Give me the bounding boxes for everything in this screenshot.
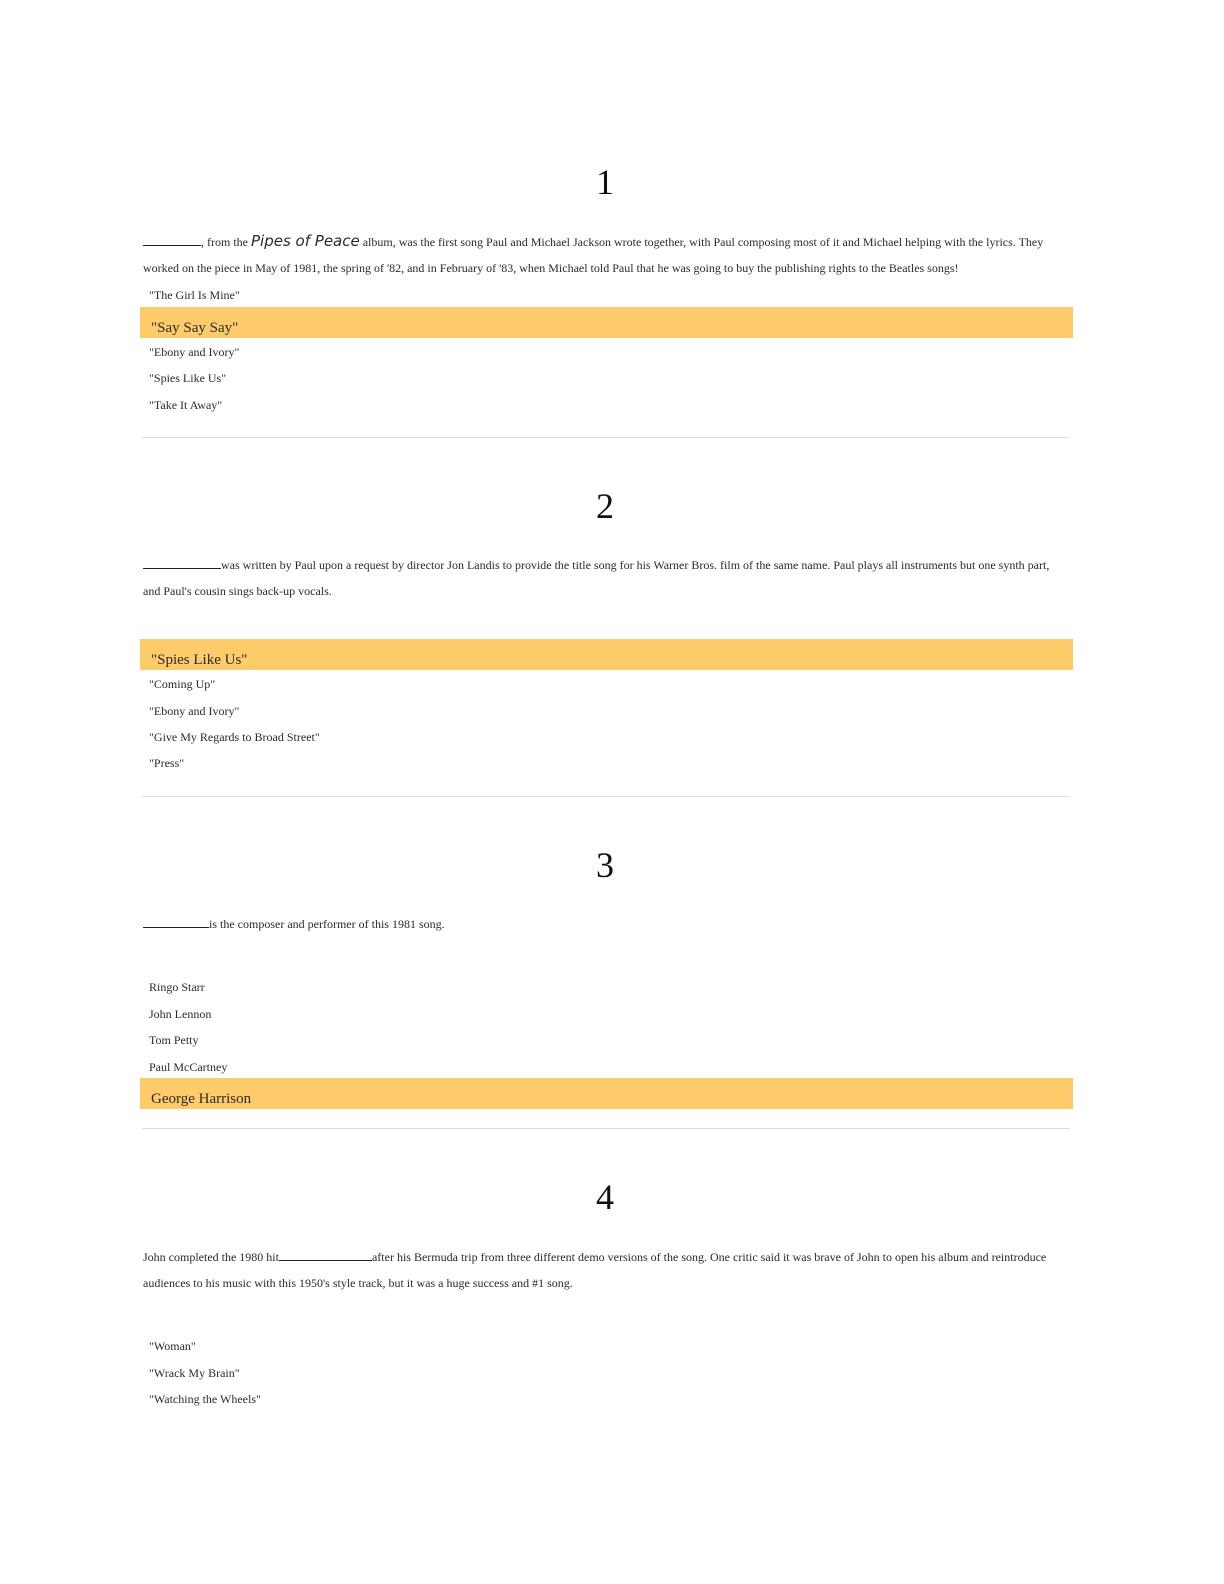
- answer-option[interactable]: "Wrack My Brain": [149, 1366, 240, 1380]
- divider: [142, 796, 1070, 797]
- question-number: 2: [596, 486, 614, 526]
- divider: [142, 1128, 1070, 1129]
- answer-option[interactable]: Tom Petty: [149, 1033, 199, 1047]
- answer-option[interactable]: "Ebony and Ivory": [149, 704, 240, 718]
- answer-option-correct[interactable]: "Spies Like Us": [140, 639, 1073, 670]
- answer-option[interactable]: "Watching the Wheels": [149, 1392, 261, 1406]
- question-text: John completed the 1980 hit after his Bermuda trip from three different demo versions of the song. One critic said it was brave of John to open his album and reintroduce audiences to his music with this 1950's style track, but it was a huge success and #1 song.: [143, 1250, 1047, 1290]
- answer-blank: [143, 915, 209, 928]
- answer-option-correct[interactable]: George Harrison: [140, 1078, 1073, 1109]
- question-number: 3: [596, 845, 614, 885]
- answer-option[interactable]: "Take It Away": [149, 398, 223, 412]
- answer-option[interactable]: "Give My Regards to Broad Street": [149, 730, 320, 744]
- answer-option-correct[interactable]: "Say Say Say": [140, 307, 1073, 338]
- question-text: was written by Paul upon a request by director Jon Landis to provide the title song for his Warner Bros. film of the same name. Paul plays all instruments but one synth part, and Paul's cousin sings back-up vocals.: [143, 558, 1050, 598]
- question-text: , from the Pipes of Peace album, was the first song Paul and Michael Jackson wrote together, with Paul composing most of it and Michael helping with the lyrics. They worked on the piece in May of 1981, the spring of '82, and in February of '83, when Michael told Paul that he was going to buy the publishing rights to the Beatles songs!: [143, 232, 1044, 275]
- question-number: 1: [596, 162, 614, 202]
- answer-blank: [279, 1248, 372, 1261]
- answer-option[interactable]: "Spies Like Us": [149, 371, 227, 385]
- answer-option[interactable]: Ringo Starr: [149, 980, 205, 994]
- answer-option[interactable]: "Press": [149, 756, 185, 770]
- answer-option[interactable]: "Ebony and Ivory": [149, 345, 240, 359]
- answer-blank: [143, 556, 221, 569]
- divider: [142, 437, 1070, 438]
- answer-option[interactable]: John Lennon: [149, 1007, 212, 1021]
- question-number: 4: [596, 1177, 614, 1217]
- question-text: is the composer and performer of this 1981 song.: [143, 911, 1068, 937]
- answer-option[interactable]: Paul McCartney: [149, 1060, 228, 1074]
- answer-option[interactable]: "Woman": [149, 1339, 196, 1353]
- answer-option[interactable]: "Coming Up": [149, 677, 216, 691]
- answer-blank: [143, 233, 201, 246]
- answer-option[interactable]: "The Girl Is Mine": [149, 288, 240, 302]
- album-title: Pipes of Peace: [251, 232, 360, 250]
